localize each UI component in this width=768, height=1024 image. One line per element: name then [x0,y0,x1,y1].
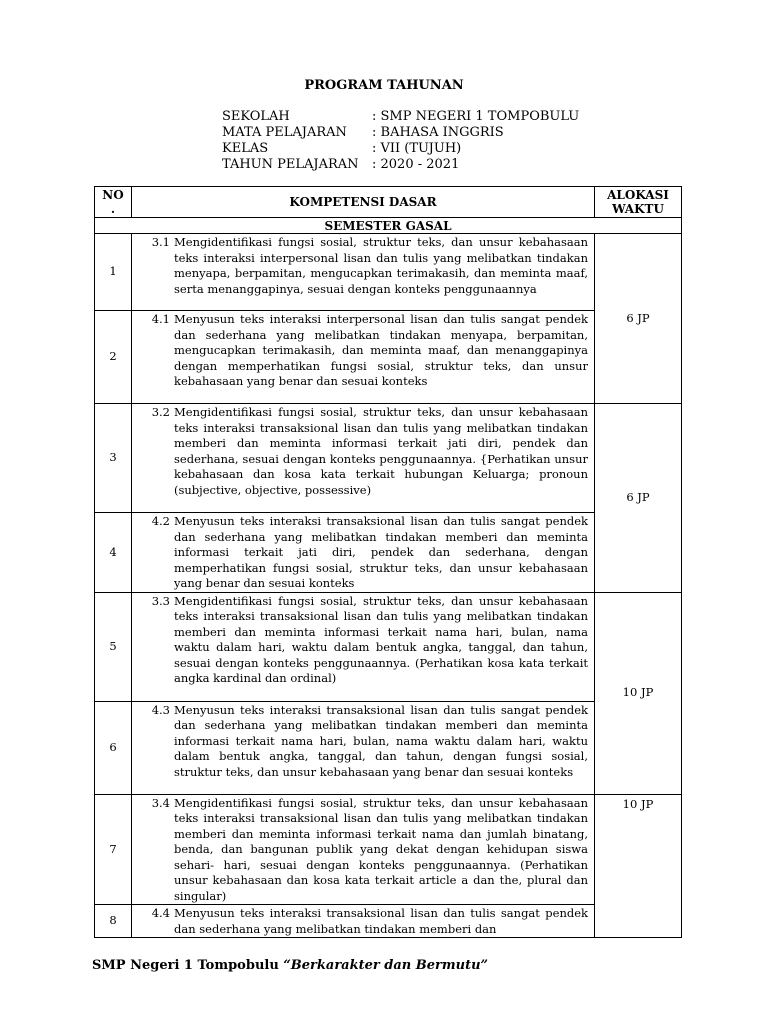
info-value: : 2020 - 2021 [372,157,460,172]
info-value: : SMP NEGERI 1 TOMPOBULU [372,109,580,124]
info-row-kelas [222,141,579,157]
footer-school: SMP Negeri 1 Tompobulu [92,958,279,973]
row-number: 2 [95,311,132,404]
info-label: MATA PELAJARAN [222,125,347,140]
table-row [95,234,682,311]
kd-code: 4.3 [151,702,170,717]
table-row [95,404,682,513]
header-alokasi: ALOKASI WAKTU [595,187,682,218]
alokasi-cell: 6 JP [595,404,682,593]
alokasi-cell: 10 JP [595,794,682,938]
kd-cell [132,701,595,794]
kd-cell [132,905,595,938]
info-value: : BAHASA INGGRIS [372,125,504,140]
table-row [95,311,682,404]
info-label: SEKOLAH [222,109,290,124]
table-row [95,701,682,794]
table-row [95,794,682,905]
page-title: PROGRAM TAHUNAN [304,78,464,93]
row-number: 5 [95,592,132,701]
table-row [95,592,682,701]
kd-text: Menyusun teks interaksi transaksional lisan dan tulis sangat pendek dan sederhana yang melibatkan tindakan memberi dan meminta informasi terkait nama hari, bulan, nama waktu dalam hari, waktu dalam bentuk angka, tanggal, dan tahun, dengan fungsi sosial, struktur teks, dan unsur kebahasaan yang benar dan sesuai konteks [174,702,588,779]
header-kompetensi: KOMPETENSI DASAR [132,187,595,218]
kd-code: 4.4 [151,906,170,920]
table-row [95,905,682,938]
kd-text: Menyusun teks interaksi transaksional lisan dan tulis sangat pendek dan sederhana yang melibatkan tindakan memberi dan meminta informasi terkait jati diri, pendek dan sederhana, dengan memperhatikan fungsi sosial, struktur teks, dan unsur kebahasaan yang benar dan sesuai konteks [174,514,588,590]
row-number: 6 [95,701,132,794]
kd-code: 3.2 [151,405,170,419]
kd-cell [132,592,595,701]
footer [92,958,488,973]
kd-text: Mengidentifikasi fungsi sosial, struktur teks, dan unsur kebahasaan teks interaksi transaksional lisan dan tulis yang melibatkan tindakan memberi dan meminta informasi terkait nama dan jumlah binatang, benda, dan bangunan publik yang dekat dengan kehidupan siswa sehari- hari, sesuai dengan konteks penggunaannya. (Perhatikan unsur kebahasaan dan kosa kata terkait article a dan the, plural dan singular) [174,795,588,903]
kd-cell [132,234,595,311]
info-block [222,109,579,173]
kd-code: 4.2 [151,514,170,528]
info-row-mapel [222,125,579,141]
kd-cell [132,311,595,404]
kd-text: Mengidentifikasi fungsi sosial, struktur teks, dan unsur kebahasaan teks interaksi transaksional lisan dan tulis yang melibatkan tindakan memberi dan meminta informasi terkait nama hari, bulan, nama waktu dalam hari, waktu dalam bentuk angka, tanggal, dan tahun, sesuai dengan konteks penggunaannya. (Perhatikan kosa kata terkait angka kardinal dan ordinal) [174,593,588,685]
kd-text: Mengidentifikasi fungsi sosial, struktur teks, dan unsur kebahasaan teks interaksi transaksional lisan dan tulis yang melibatkan tindakan memberi dan meminta informasi terkait jati diri, pendek dan sederhana, sesuai dengan konteks penggunaannya. {Perhatikan unsur kebahasaan dan kosa kata terkait hubungan Keluarga; pronoun (subjective, objective, possessive) [174,405,588,497]
kd-code: 3.3 [151,593,170,608]
row-number: 8 [95,905,132,938]
info-row-tahun [222,157,579,173]
table-row [95,513,682,593]
kd-code: 3.4 [151,795,170,810]
footer-motto: “Berkarakter dan Bermutu” [283,958,488,973]
kd-cell [132,794,595,905]
kd-text: Menyusun teks interaksi interpersonal lisan dan tulis sangat pendek dan sederhana yang melibatkan tindakan menyapa, berpamitan, mengucapkan terimakasih, dan meminta maaf, dan menanggapinya dengan memperhatikan fungsi sosial, struktur teks, dan unsur kebahasaan yang benar dan sesuai konteks [174,312,588,388]
kd-code: 4.1 [151,312,170,326]
kd-text: Menyusun teks interaksi transaksional lisan dan tulis sangat pendek dan sederhana yang melibatkan tindakan memberi dan [174,906,588,936]
alokasi-cell: 6 JP [595,234,682,404]
table-header-row [95,187,682,218]
header-no: NO . [95,187,132,218]
kd-code: 3.1 [151,235,170,249]
row-number: 1 [95,234,132,311]
program-table [94,186,682,938]
info-row-sekolah [222,109,579,125]
row-number: 4 [95,513,132,593]
kd-cell [132,404,595,513]
row-number: 7 [95,794,132,905]
alokasi-cell: 10 JP [595,592,682,794]
info-label: TAHUN PELAJARAN [222,157,359,172]
kd-text: Mengidentifikasi fungsi sosial, struktur teks, dan unsur kebahasaan teks interaksi interpersonal lisan dan tulis yang melibatkan tindakan menyapa, berpamitan, mengucapkan terimakasih, dan meminta maaf, serta menanggapinya, sesuai dengan konteks penggunaannya [174,235,588,296]
semester-row [95,218,682,234]
info-value: : VII (TUJUH) [372,141,462,156]
kd-cell [132,513,595,593]
info-label: KELAS [222,141,269,156]
row-number: 3 [95,404,132,513]
semester-label: SEMESTER GASAL [95,218,682,234]
